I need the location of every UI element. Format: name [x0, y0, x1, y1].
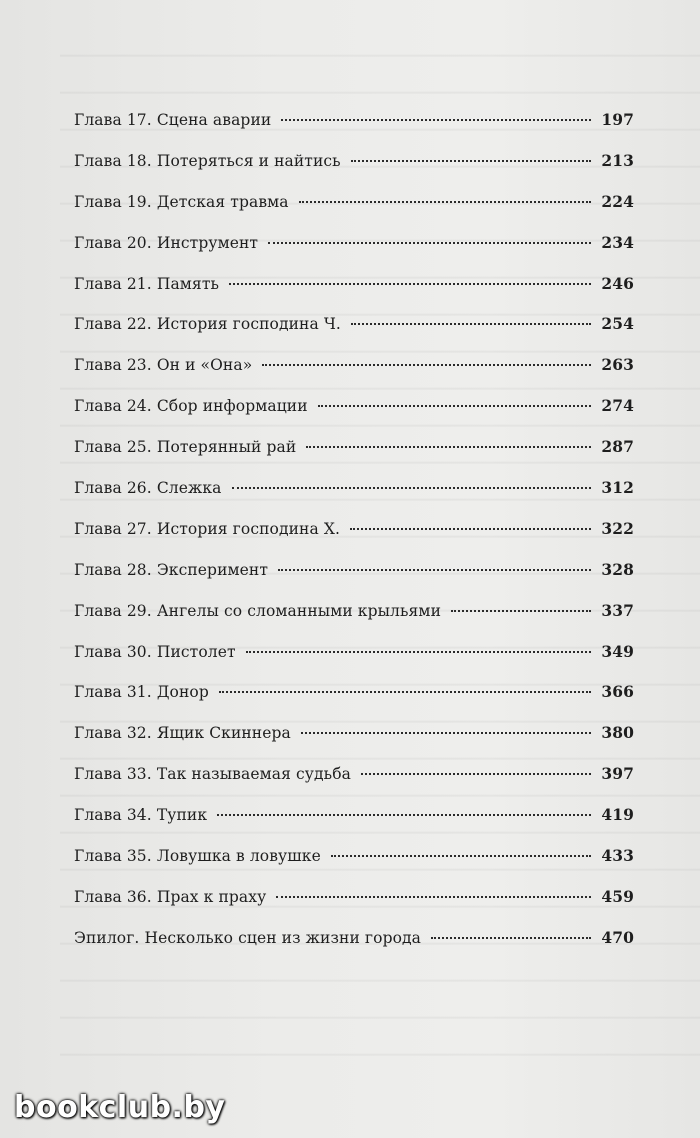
dot-leader [351, 323, 591, 325]
toc-page-number: 274 [601, 396, 634, 416]
toc-title: Глава 35. Ловушка в ловушке [74, 847, 321, 866]
dot-leader [281, 119, 591, 121]
toc-title: Глава 21. Память [74, 274, 220, 293]
dot-leader [351, 160, 592, 162]
toc-row [74, 846, 634, 887]
toc-row [74, 519, 634, 560]
toc-page-number: 366 [601, 682, 634, 702]
dot-leader [361, 773, 591, 775]
site-watermark: bookclub.by [14, 1090, 226, 1125]
toc-page-number: 263 [601, 355, 634, 375]
toc-row [74, 723, 634, 764]
toc-title: Глава 30. Пистолет [74, 642, 236, 661]
toc-title: Глава 32. Ящик Скиннера [74, 724, 291, 743]
toc-row [74, 437, 634, 478]
toc-title: Глава 36. Прах к праху [74, 887, 267, 906]
toc-title: Эпилог. Несколько сцен из жизни города [74, 928, 422, 947]
dot-leader [219, 691, 592, 693]
dot-leader [306, 446, 591, 448]
toc-page-number: 246 [601, 273, 634, 293]
toc-page-number: 459 [601, 886, 634, 906]
dot-leader [431, 937, 591, 939]
dot-leader [278, 569, 591, 571]
toc-page-number: 234 [601, 232, 634, 252]
toc-title: Глава 17. Сцена аварии [74, 111, 272, 129]
toc-row [74, 192, 634, 233]
toc-row [74, 601, 634, 642]
toc-title: Глава 19. Детская травма [74, 192, 289, 211]
toc-page-number: 224 [601, 191, 634, 211]
toc-row [74, 478, 634, 519]
toc-page-number: 419 [601, 805, 634, 825]
toc-row [74, 560, 634, 601]
toc-title: Глава 25. Потерянный рай [74, 438, 297, 457]
dot-leader [229, 283, 591, 285]
toc-row [74, 151, 634, 192]
toc-title: Глава 27. История господина Х. [74, 519, 341, 538]
toc-title: Глава 18. Потеряться и найтись [74, 151, 341, 170]
table-of-contents [74, 110, 634, 969]
toc-page-number: 254 [601, 314, 634, 334]
toc-title: Глава 31. Донор [74, 683, 209, 702]
toc-title: Глава 26. Слежка [74, 479, 222, 498]
toc-page-number: 328 [601, 559, 634, 579]
toc-title: Глава 22. История господина Ч. [74, 315, 341, 334]
dot-leader [276, 896, 591, 898]
toc-row [74, 928, 634, 969]
toc-title: Глава 33. Так называемая судьба [74, 765, 351, 784]
dot-leader [318, 405, 592, 407]
toc-page-number: 337 [601, 600, 634, 620]
toc-row [74, 396, 634, 437]
toc-page-number: 349 [601, 641, 634, 661]
toc-page-number: 322 [601, 518, 634, 538]
toc-page-number: 287 [601, 437, 634, 457]
dot-leader [299, 201, 592, 203]
toc-page-number: 470 [601, 927, 634, 947]
toc-title: Глава 20. Инструмент [74, 233, 259, 252]
toc-title: Глава 24. Сбор информации [74, 397, 308, 416]
dot-leader [331, 855, 591, 857]
dot-leader [268, 242, 591, 244]
toc-title: Глава 28. Эксперимент [74, 560, 269, 579]
toc-row [74, 764, 634, 805]
toc-page-number: 397 [601, 764, 634, 784]
dot-leader [301, 732, 591, 734]
toc-row [74, 274, 634, 315]
dot-leader [262, 364, 591, 366]
dot-leader [451, 610, 591, 612]
toc-page-number: 312 [601, 478, 634, 498]
toc-row [74, 642, 634, 683]
toc-page-number: 197 [601, 110, 634, 129]
toc-title: Глава 23. Он и «Она» [74, 356, 253, 375]
dot-leader [217, 814, 591, 816]
toc-row [74, 314, 634, 355]
toc-page-number: 433 [601, 846, 634, 866]
toc-page-number: 213 [601, 150, 634, 170]
toc-row [74, 682, 634, 723]
toc-row [74, 805, 634, 846]
dot-leader [232, 487, 592, 489]
toc-title: Глава 34. Тупик [74, 806, 208, 825]
toc-page-number: 380 [601, 723, 634, 743]
toc-title: Глава 29. Ангелы со сломанными крыльями [74, 601, 441, 620]
dot-leader [246, 651, 592, 653]
dot-leader [350, 528, 591, 530]
toc-row [74, 233, 634, 274]
toc-row [74, 355, 634, 396]
toc-row [74, 110, 634, 151]
toc-row [74, 887, 634, 928]
